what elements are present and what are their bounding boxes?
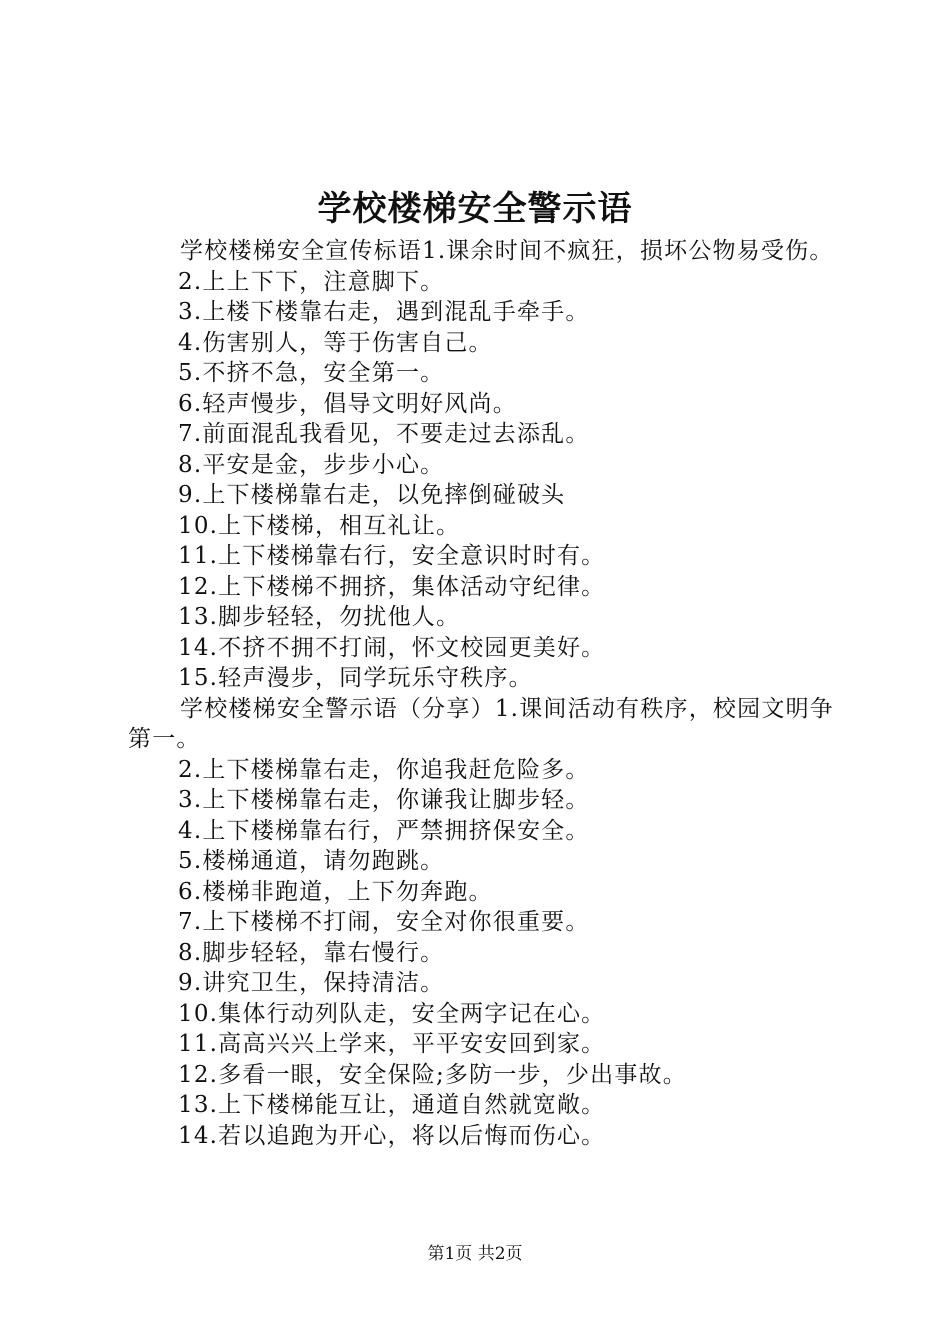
list-item: 2.上下楼梯靠右走，你追我赶危险多。	[178, 756, 590, 783]
list-item: 9.讲究卫生，保持清洁。	[178, 970, 445, 996]
document-body	[128, 236, 834, 1151]
list-item: 12.上下楼梯不拥挤，集体活动守纪律。	[178, 573, 606, 600]
section1-list	[128, 267, 834, 694]
document-title: 学校楼梯安全警示语	[317, 189, 633, 229]
list-item: 6.轻声慢步，倡导文明好风尚。	[178, 390, 517, 417]
section2-list	[128, 755, 834, 1152]
list-item: 15.轻声漫步，同学玩乐守秩序。	[178, 665, 533, 691]
section1-intro: 学校楼梯安全宣传标语1.课余时间不疯狂，损坏公物易受伤。	[180, 238, 834, 264]
list-item: 13.上下楼梯能互让，通道自然就宽敞。	[178, 1092, 606, 1118]
list-item: 7.前面混乱我看见，不要走过去添乱。	[178, 421, 590, 447]
list-item: 5.楼梯通道，请勿跑跳。	[178, 848, 445, 874]
list-item: 8.平安是金，步步小心。	[178, 451, 445, 478]
list-item: 5.不挤不急，安全第一。	[178, 360, 445, 386]
list-item: 4.上下楼梯靠右行，严禁拥挤保安全。	[178, 817, 590, 844]
list-item: 9.上下楼梯靠右走，以免摔倒碰破头	[178, 482, 566, 508]
list-item: 3.上下楼梯靠右走，你谦我让脚步轻。	[178, 787, 590, 813]
list-item: 2.上上下下，注意脚下。	[178, 268, 445, 295]
page-footer: 第1页 共2页	[427, 1244, 523, 1264]
list-item: 4.伤害别人，等于伤害自己。	[178, 329, 493, 356]
list-item: 3.上楼下楼靠右走，遇到混乱手牵手。	[178, 299, 590, 325]
list-item: 11.上下楼梯靠右行，安全意识时时有。	[178, 543, 606, 569]
list-item: 10.集体行动列队走，安全两字记在心。	[178, 1000, 606, 1027]
list-item: 13.脚步轻轻，勿扰他人。	[178, 604, 461, 630]
list-item: 10.上下楼梯，相互礼让。	[178, 512, 461, 539]
list-item: 11.高高兴兴上学来，平平安安回到家。	[178, 1031, 606, 1057]
list-item: 6.楼梯非跑道，上下勿奔跑。	[178, 878, 493, 905]
list-item: 12.多看一眼，安全保险;多防一步，少出事故。	[178, 1061, 687, 1088]
list-item: 14.若以追跑为开心，将以后悔而伤心。	[178, 1122, 606, 1149]
section2-intro: 学校楼梯安全警示语（分享）1.课间活动有秩序，校园文明争第一。	[128, 695, 834, 752]
list-item: 7.上下楼梯不打闹，安全对你很重要。	[178, 909, 590, 935]
list-item: 14.不挤不拥不打闹，怀文校园更美好。	[178, 634, 606, 661]
list-item: 8.脚步轻轻，靠右慢行。	[178, 939, 445, 966]
